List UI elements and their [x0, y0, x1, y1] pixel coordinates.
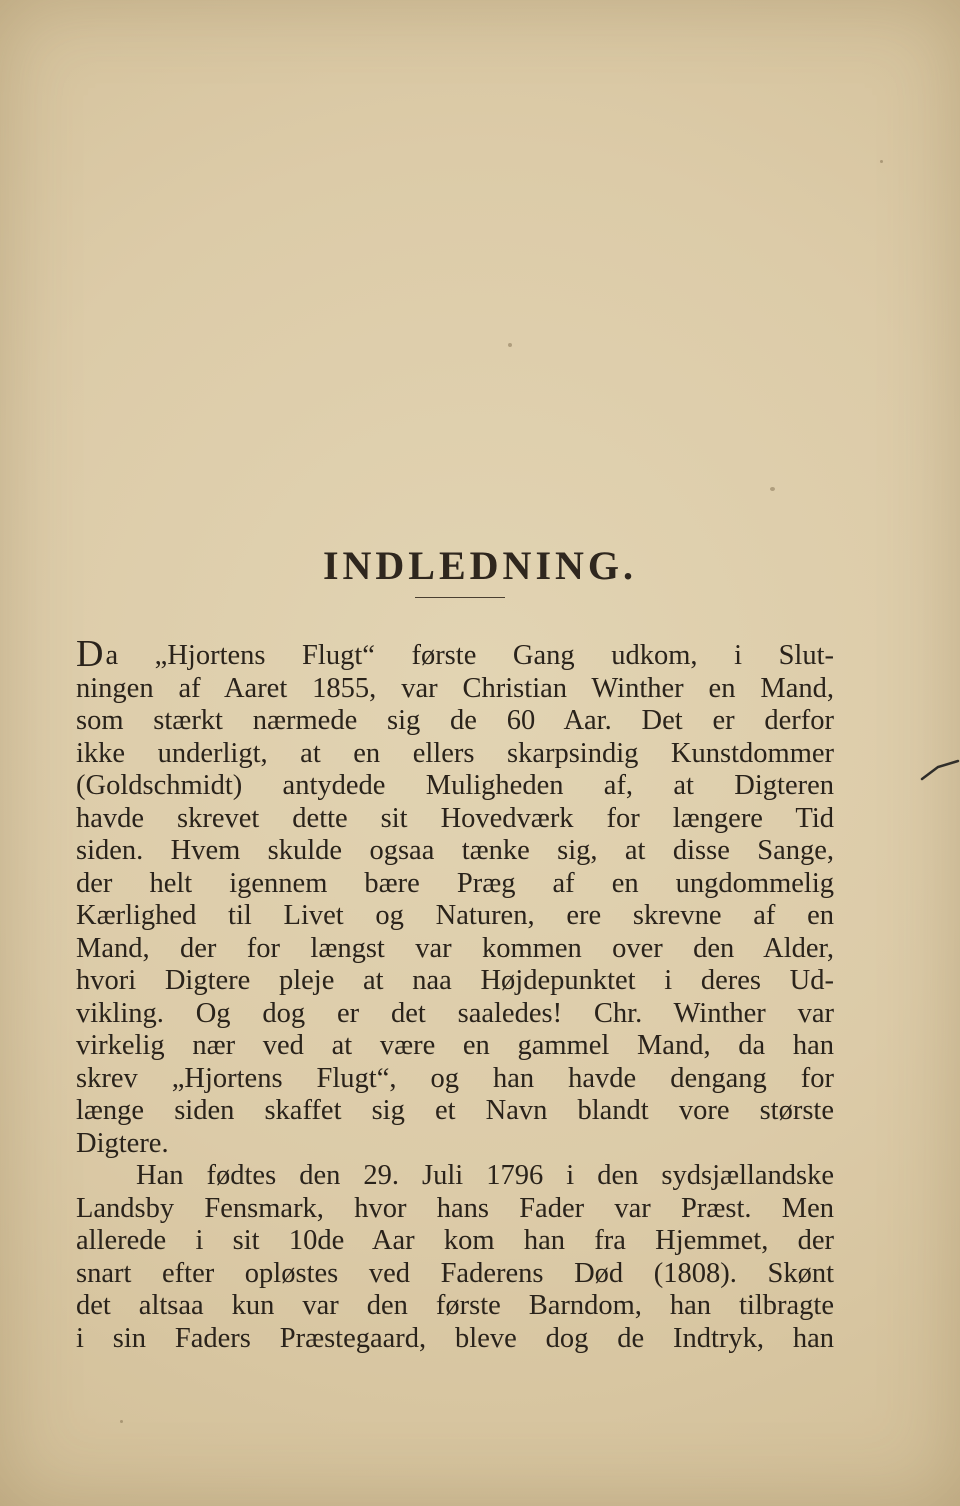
- drop-cap: D: [76, 633, 104, 675]
- text-line: længe siden skaffet sig et Navn blandt vore største: [76, 1095, 834, 1126]
- text-line: ningen af Aaret 1855, var Christian Winther en Mand,: [76, 672, 834, 704]
- main-text: [76, 633, 834, 1355]
- pencil-mark: [920, 755, 960, 785]
- text-line: skrev „Hjortens Flugt“, og han havde dengang for: [76, 1062, 834, 1094]
- text-line: snart efter opløstes ved Faderens Død (1808). Skønt: [76, 1257, 834, 1289]
- text-line: Mand, der for længst var kommen over den Alder,: [76, 932, 834, 964]
- title-divider: [415, 597, 505, 598]
- paper-speck: [770, 487, 775, 491]
- text-line: som stærkt nærmede sig de 60 Aar. Det er derfor: [76, 705, 834, 736]
- text-line: det altsaa kun var den første Barndom, han tilbragte: [76, 1290, 834, 1321]
- text-line: Kærlighed til Livet og Naturen, ere skrevne af en: [76, 900, 834, 931]
- page-title: INDLEDNING.: [322, 542, 638, 588]
- paper-speck: [508, 343, 512, 347]
- text-line: (Goldschmidt) antydede Muligheden af, at Digteren: [76, 770, 834, 801]
- text-line: der helt igennem bære Præg af en ungdommelig: [76, 867, 834, 899]
- text-line: Landsby Fensmark, hvor hans Fader var Præst. Men: [76, 1192, 834, 1224]
- paper-speck: [880, 160, 883, 163]
- text-line: virkelig nær ved at være en gammel Mand, da han: [76, 1030, 834, 1061]
- text-line: hvori Digtere pleje at naa Højdepunktet i deres Ud-: [76, 965, 834, 996]
- text-line: allerede i sit 10de Aar kom han fra Hjemmet, der: [76, 1225, 834, 1256]
- text-line: siden. Hvem skulde ogsaa tænke sig, at disse Sange,: [76, 835, 834, 866]
- text-line: Han fødtes den 29. Juli 1796 i den sydsjællandske: [136, 1160, 834, 1191]
- text-line: havde skrevet dette sit Hovedværk for længere Tid: [76, 802, 834, 834]
- text-line: Digtere.: [76, 1127, 169, 1159]
- text-line: [76, 633, 834, 675]
- text-line-content: a „Hjortens Flugt“ første Gang udkom, i Slut-: [105, 640, 834, 671]
- text-line: vikling. Og dog er det saaledes! Chr. Winther var: [76, 997, 834, 1029]
- text-line: ikke underligt, at en ellers skarpsindig Kunstdommer: [76, 737, 834, 769]
- text-line: i sin Faders Præstegaard, bleve dog de Indtryk, han: [76, 1322, 834, 1354]
- paper-speck: [120, 1420, 123, 1423]
